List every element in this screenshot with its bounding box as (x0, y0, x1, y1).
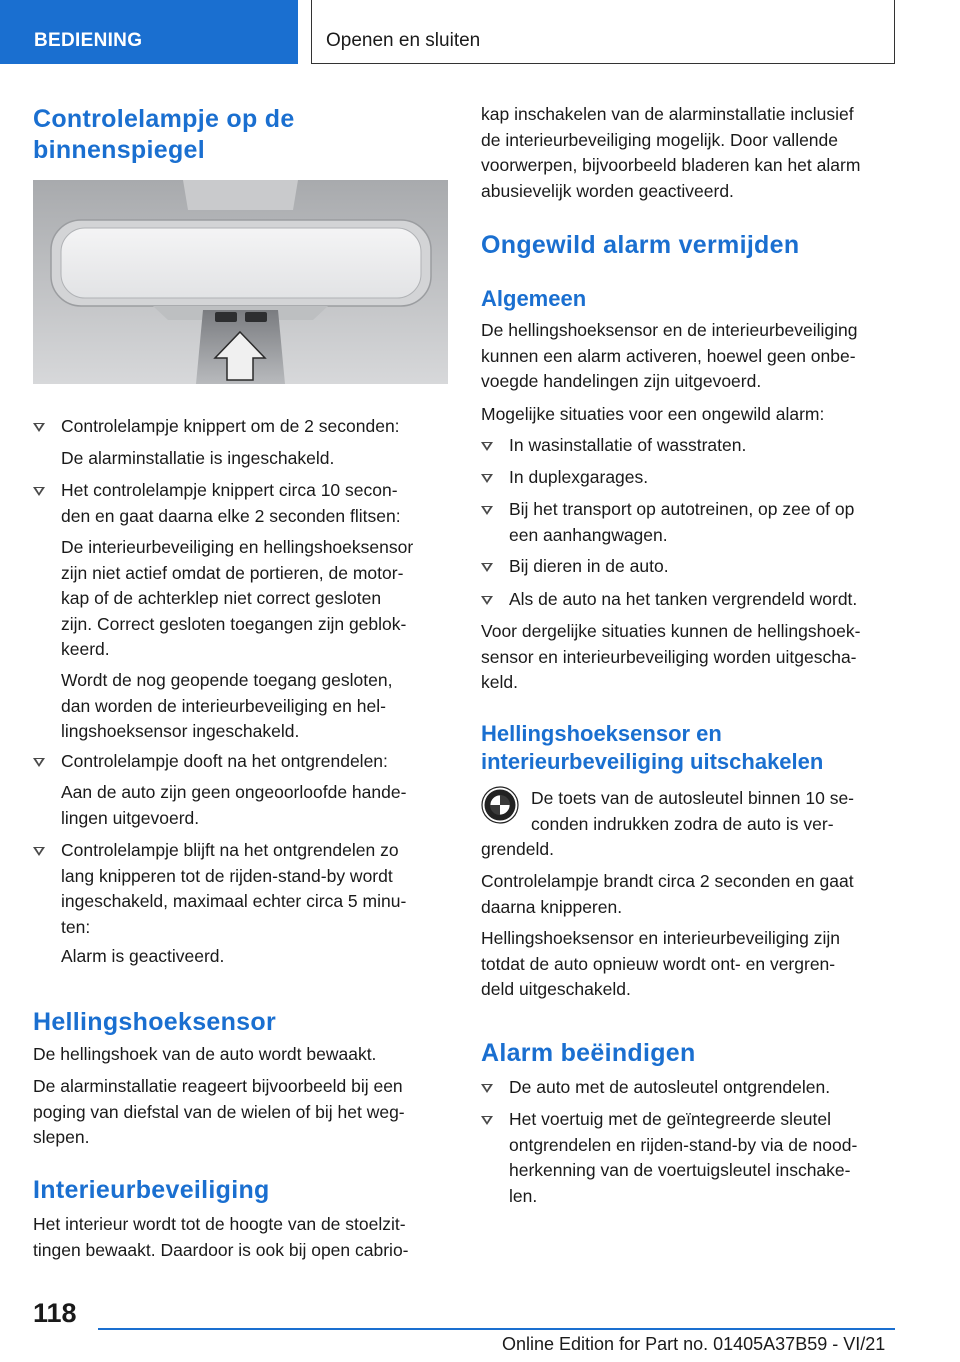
end-alarm-title: Alarm beëindigen (481, 1039, 696, 1067)
list-item-text (509, 1075, 830, 1101)
list-item-note (61, 944, 224, 970)
list-item-text (509, 587, 857, 613)
bullet-triangle-icon (33, 847, 45, 856)
text-line: kunnen een alarm activeren, hoewel geen onbe- (481, 345, 856, 366)
interior-protection-title: Interieurbeveiliging (33, 1176, 270, 1204)
text-line: poging van diefstal van de wielen of bij het weg- (33, 1101, 405, 1122)
bmw-logo-icon (481, 786, 519, 824)
text-line: Voor dergelijke situaties kunnen de hellingshoek- (481, 621, 861, 641)
list-item-text (509, 554, 669, 580)
text-line: grendeld. (481, 839, 554, 859)
text-line: daarna knipperen. (481, 896, 623, 917)
tilt-paragraph (33, 1042, 376, 1068)
chapter-label: Openen en sluiten (326, 30, 481, 51)
text-line: Hellingshoeksensor en interieurbeveiliging zijn (481, 928, 840, 948)
bullet-triangle-icon (481, 506, 493, 515)
avoid-alarm-title: Ongewild alarm vermijden (481, 231, 800, 259)
text-line: voorwerpen, bijvoorbeeld bladeren kan het alarm (481, 155, 861, 175)
text-line: tingen bewaakt. Daardoor is ook bij open cabrio- (33, 1239, 409, 1260)
text-line: dan worden de interieurbeveiliging en hel- (61, 695, 386, 716)
text-line: Mogelijke situaties voor een ongewild alarm: (481, 404, 825, 424)
text-line: Wordt de nog geopende toegang gesloten, (61, 670, 393, 690)
text-line: Aan de auto zijn geen ongeoorloofde hande- (61, 782, 407, 802)
page-number: 118 (33, 1298, 77, 1328)
title-line: Hellingshoeksensor en (481, 721, 722, 746)
bullet-triangle-icon (33, 487, 45, 496)
general-title: Algemeen (481, 286, 587, 311)
text-line: In wasinstallatie of wasstraten. (509, 435, 747, 455)
bullet-triangle-icon (481, 1084, 493, 1093)
list-item-text (509, 1107, 857, 1209)
text-line: ontgrendelen en rijden-stand-by via de nood- (509, 1134, 858, 1155)
text-line: Controlelampje dooft na het ontgrendelen: (61, 751, 388, 771)
tilt-sensor-title: Hellingshoeksensor (33, 1008, 276, 1036)
bullet-triangle-icon (481, 1116, 493, 1125)
text-line: abusievelijk worden geactiveerd. (481, 180, 734, 201)
list-item-text (509, 465, 648, 491)
text-line: De hellingshoek van de auto wordt bewaakt. (33, 1044, 377, 1064)
text-line: Het interieur wordt tot de hoogte van de stoelzit- (33, 1214, 406, 1234)
list-item-text (509, 497, 854, 548)
text-line: deld uitgeschakeld. (481, 979, 631, 999)
disable-sensors-title (481, 720, 823, 776)
text-line: Het controlelampje knippert circa 10 secon- (61, 480, 398, 500)
general-paragraph (481, 402, 824, 428)
text-line: een aanhangwagen. (509, 524, 668, 545)
text-line: De auto met de autosleutel ontgrendelen. (509, 1077, 831, 1097)
title-line: interieurbeveiliging uitschakelen (481, 749, 824, 774)
text-line: Controlelampje blijft na het ontgrendelen zo (61, 840, 399, 860)
bullet-triangle-icon (33, 758, 45, 767)
text-line: lingshoeksensor ingeschakeld. (61, 721, 300, 741)
text-line: De interieurbeveiliging en hellingshoeksensor (61, 537, 414, 557)
bullet-triangle-icon (481, 474, 493, 483)
list-item-text (61, 749, 388, 775)
text-line: den en gaat daarna elke 2 seconden flitsen: (61, 505, 401, 526)
footer-divider (98, 1328, 895, 1330)
text-line: Het voertuig met de geïntegreerde sleutel (509, 1109, 831, 1129)
text-line: sensor en interieurbeveiliging worden uitgescha- (481, 646, 857, 667)
section-tab (0, 0, 298, 64)
text-line: De toets van de autosleutel binnen 10 se- (531, 788, 854, 808)
text-line: len. (509, 1185, 538, 1206)
text-line: keerd. (61, 639, 110, 659)
text-line: Controlelampje knippert om de 2 seconden: (61, 416, 400, 436)
text-line: De alarminstallatie is ingeschakeld. (61, 448, 335, 468)
text-line: De alarminstallatie reageert bijvoorbeeld bij een (33, 1076, 403, 1096)
text-line: kap inschakelen van de alarminstallatie inclusief (481, 104, 854, 124)
list-item-text (61, 838, 406, 940)
text-line: zijn niet actief omdat de portieren, de motor- (61, 562, 404, 583)
mirror-lamp-title (33, 104, 295, 166)
chapter-tab (311, 0, 895, 64)
text-line: Bij dieren in de auto. (509, 556, 669, 576)
text-line: totdat de auto opnieuw wordt ont- en vergren- (481, 953, 836, 974)
list-item-note (61, 446, 334, 472)
title-line: binnenspiegel (33, 136, 205, 164)
text-line: lang knipperen tot de rijden-stand-by wordt (61, 865, 393, 886)
text-line: keld. (481, 672, 518, 692)
disable-paragraph (481, 926, 840, 1003)
mirror-image (33, 180, 448, 384)
text-line: voegde handelingen zijn uitgevoerd. (481, 371, 762, 391)
disable-paragraph (531, 786, 854, 837)
text-line: herkenning van de voertuigsleutel inschake- (509, 1160, 851, 1180)
section-label: BEDIENING (34, 30, 143, 51)
bullet-triangle-icon (481, 563, 493, 572)
general-paragraph (481, 619, 860, 696)
text-line: De hellingshoeksensor en de interieurbeveiliging (481, 320, 858, 340)
text-line: Alarm is geactiveerd. (61, 946, 225, 966)
bullet-triangle-icon (33, 423, 45, 432)
tilt-paragraph (33, 1074, 405, 1151)
list-item-text (61, 414, 400, 440)
disable-paragraph (481, 869, 854, 920)
text-line: conden indrukken zodra de auto is ver- (531, 813, 834, 834)
bullet-triangle-icon (481, 596, 493, 605)
list-item-note (61, 780, 406, 831)
interior-paragraph (33, 1212, 409, 1263)
title-line: Controlelampje op de (33, 105, 295, 133)
mirror-illustration (33, 180, 448, 384)
bullet-triangle-icon (481, 442, 493, 451)
text-line: In duplexgarages. (509, 467, 649, 487)
text-line: ingeschakeld, maximaal echter circa 5 minu- (61, 891, 407, 911)
text-line: kap of de achterklep niet correct gesloten (61, 588, 382, 608)
text-line: Als de auto na het tanken vergrendeld wordt. (509, 589, 858, 609)
list-item-note (61, 668, 392, 745)
text-line: ten: (61, 916, 91, 937)
list-item-note (61, 535, 413, 663)
text-line: Bij het transport op autotreinen, op zee of op (509, 499, 855, 519)
list-item-text (509, 433, 746, 459)
text-line: lingen uitgevoerd. (61, 807, 200, 828)
general-paragraph (481, 318, 858, 395)
edition-text: Online Edition for Part no. 01405A37B59 - VI/21 (502, 1334, 886, 1354)
text-line: zijn. Correct gesloten toegangen zijn geblok- (61, 613, 407, 634)
continued-paragraph (481, 102, 860, 204)
list-item-text (61, 478, 401, 529)
disable-paragraph (481, 837, 554, 863)
text-line: slepen. (33, 1127, 90, 1147)
text-line: de interieurbeveiliging mogelijk. Door vallende (481, 129, 839, 150)
text-line: Controlelampje brandt circa 2 seconden en gaat (481, 871, 854, 891)
